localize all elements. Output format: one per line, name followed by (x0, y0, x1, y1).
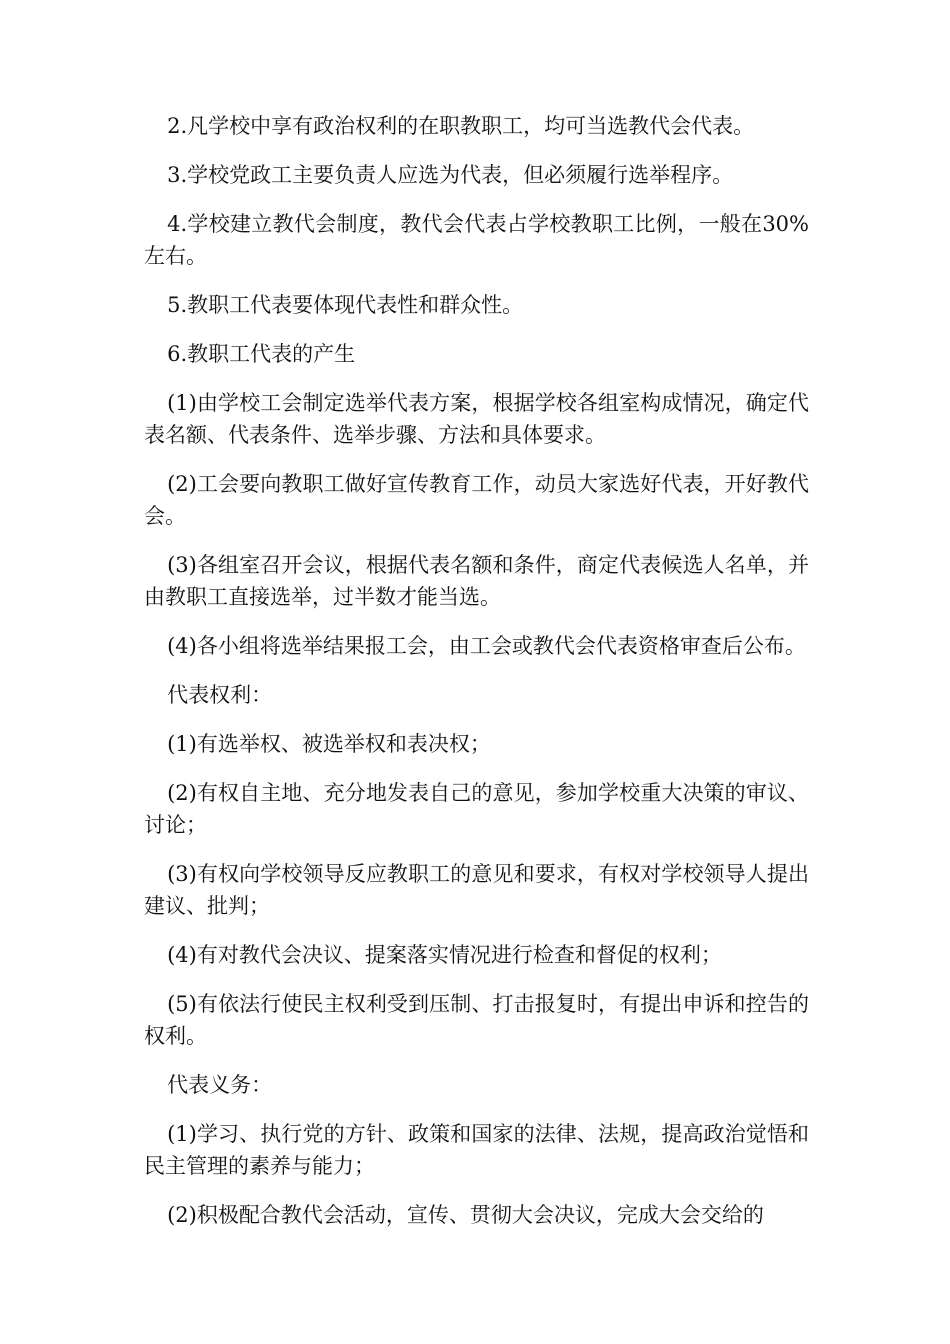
paragraph-election-step-2: (2)工会要向教职工做好宣传教育工作，动员大家选好代表，开好教代会。 (144, 472, 809, 528)
paragraph-election-step-1: (1)由学校工会制定选举代表方案，根据学校各组室构成情况，确定代表名额、代表条件、选举步骤、方法和具体要求。 (144, 391, 809, 447)
paragraph-right-2: (2)有权自主地、充分地发表自己的意见，参加学校重大决策的审议、讨论； (144, 781, 809, 837)
paragraph-leaders: 3.学校党政工主要负责人应选为代表，但必须履行选举程序。 (167, 163, 734, 187)
paragraph-duty-1: (1)学习、执行党的方针、政策和国家的法律、法规，提高政治觉悟和民主管理的素养与能力； (144, 1122, 809, 1178)
paragraph-election-step-3: (3)各组室召开会议，根据代表名额和条件，商定代表候选人名单，并由教职工直接选举，过半数才能当选。 (144, 553, 809, 609)
paragraph-rights-heading: 代表权利： (167, 683, 273, 707)
paragraph-right-3: (3)有权向学校领导反应教职工的意见和要求，有权对学校领导人提出建议、批判； (144, 862, 809, 918)
paragraph-duties-heading: 代表义务： (167, 1073, 273, 1097)
paragraph-ratio: 4.学校建立教代会制度，教代会代表占学校教职工比例，一般在30%左右。 (144, 212, 809, 268)
paragraph-right-1: (1)有选举权、被选举权和表决权； (167, 732, 491, 756)
paragraph-eligibility: 2.凡学校中享有政治权利的在职教职工，均可当选教代会代表。 (167, 114, 755, 138)
paragraph-duty-2: (2)积极配合教代会活动，宣传、贯彻大会决议，完成大会交给的 (167, 1203, 764, 1227)
paragraph-election-heading: 6.教职工代表的产生 (167, 342, 356, 366)
document-body (144, 110, 809, 1248)
paragraph-representativeness: 5.教职工代表要体现代表性和群众性。 (167, 293, 524, 317)
paragraph-right-4: (4)有对教代会决议、提案落实情况进行检查和督促的权利； (167, 943, 722, 967)
paragraph-right-5: (5)有依法行使民主权利受到压制、打击报复时，有提出申诉和控告的权利。 (144, 992, 809, 1048)
paragraph-election-step-4: (4)各小组将选举结果报工会，由工会或教代会代表资格审查后公布。 (167, 634, 806, 658)
